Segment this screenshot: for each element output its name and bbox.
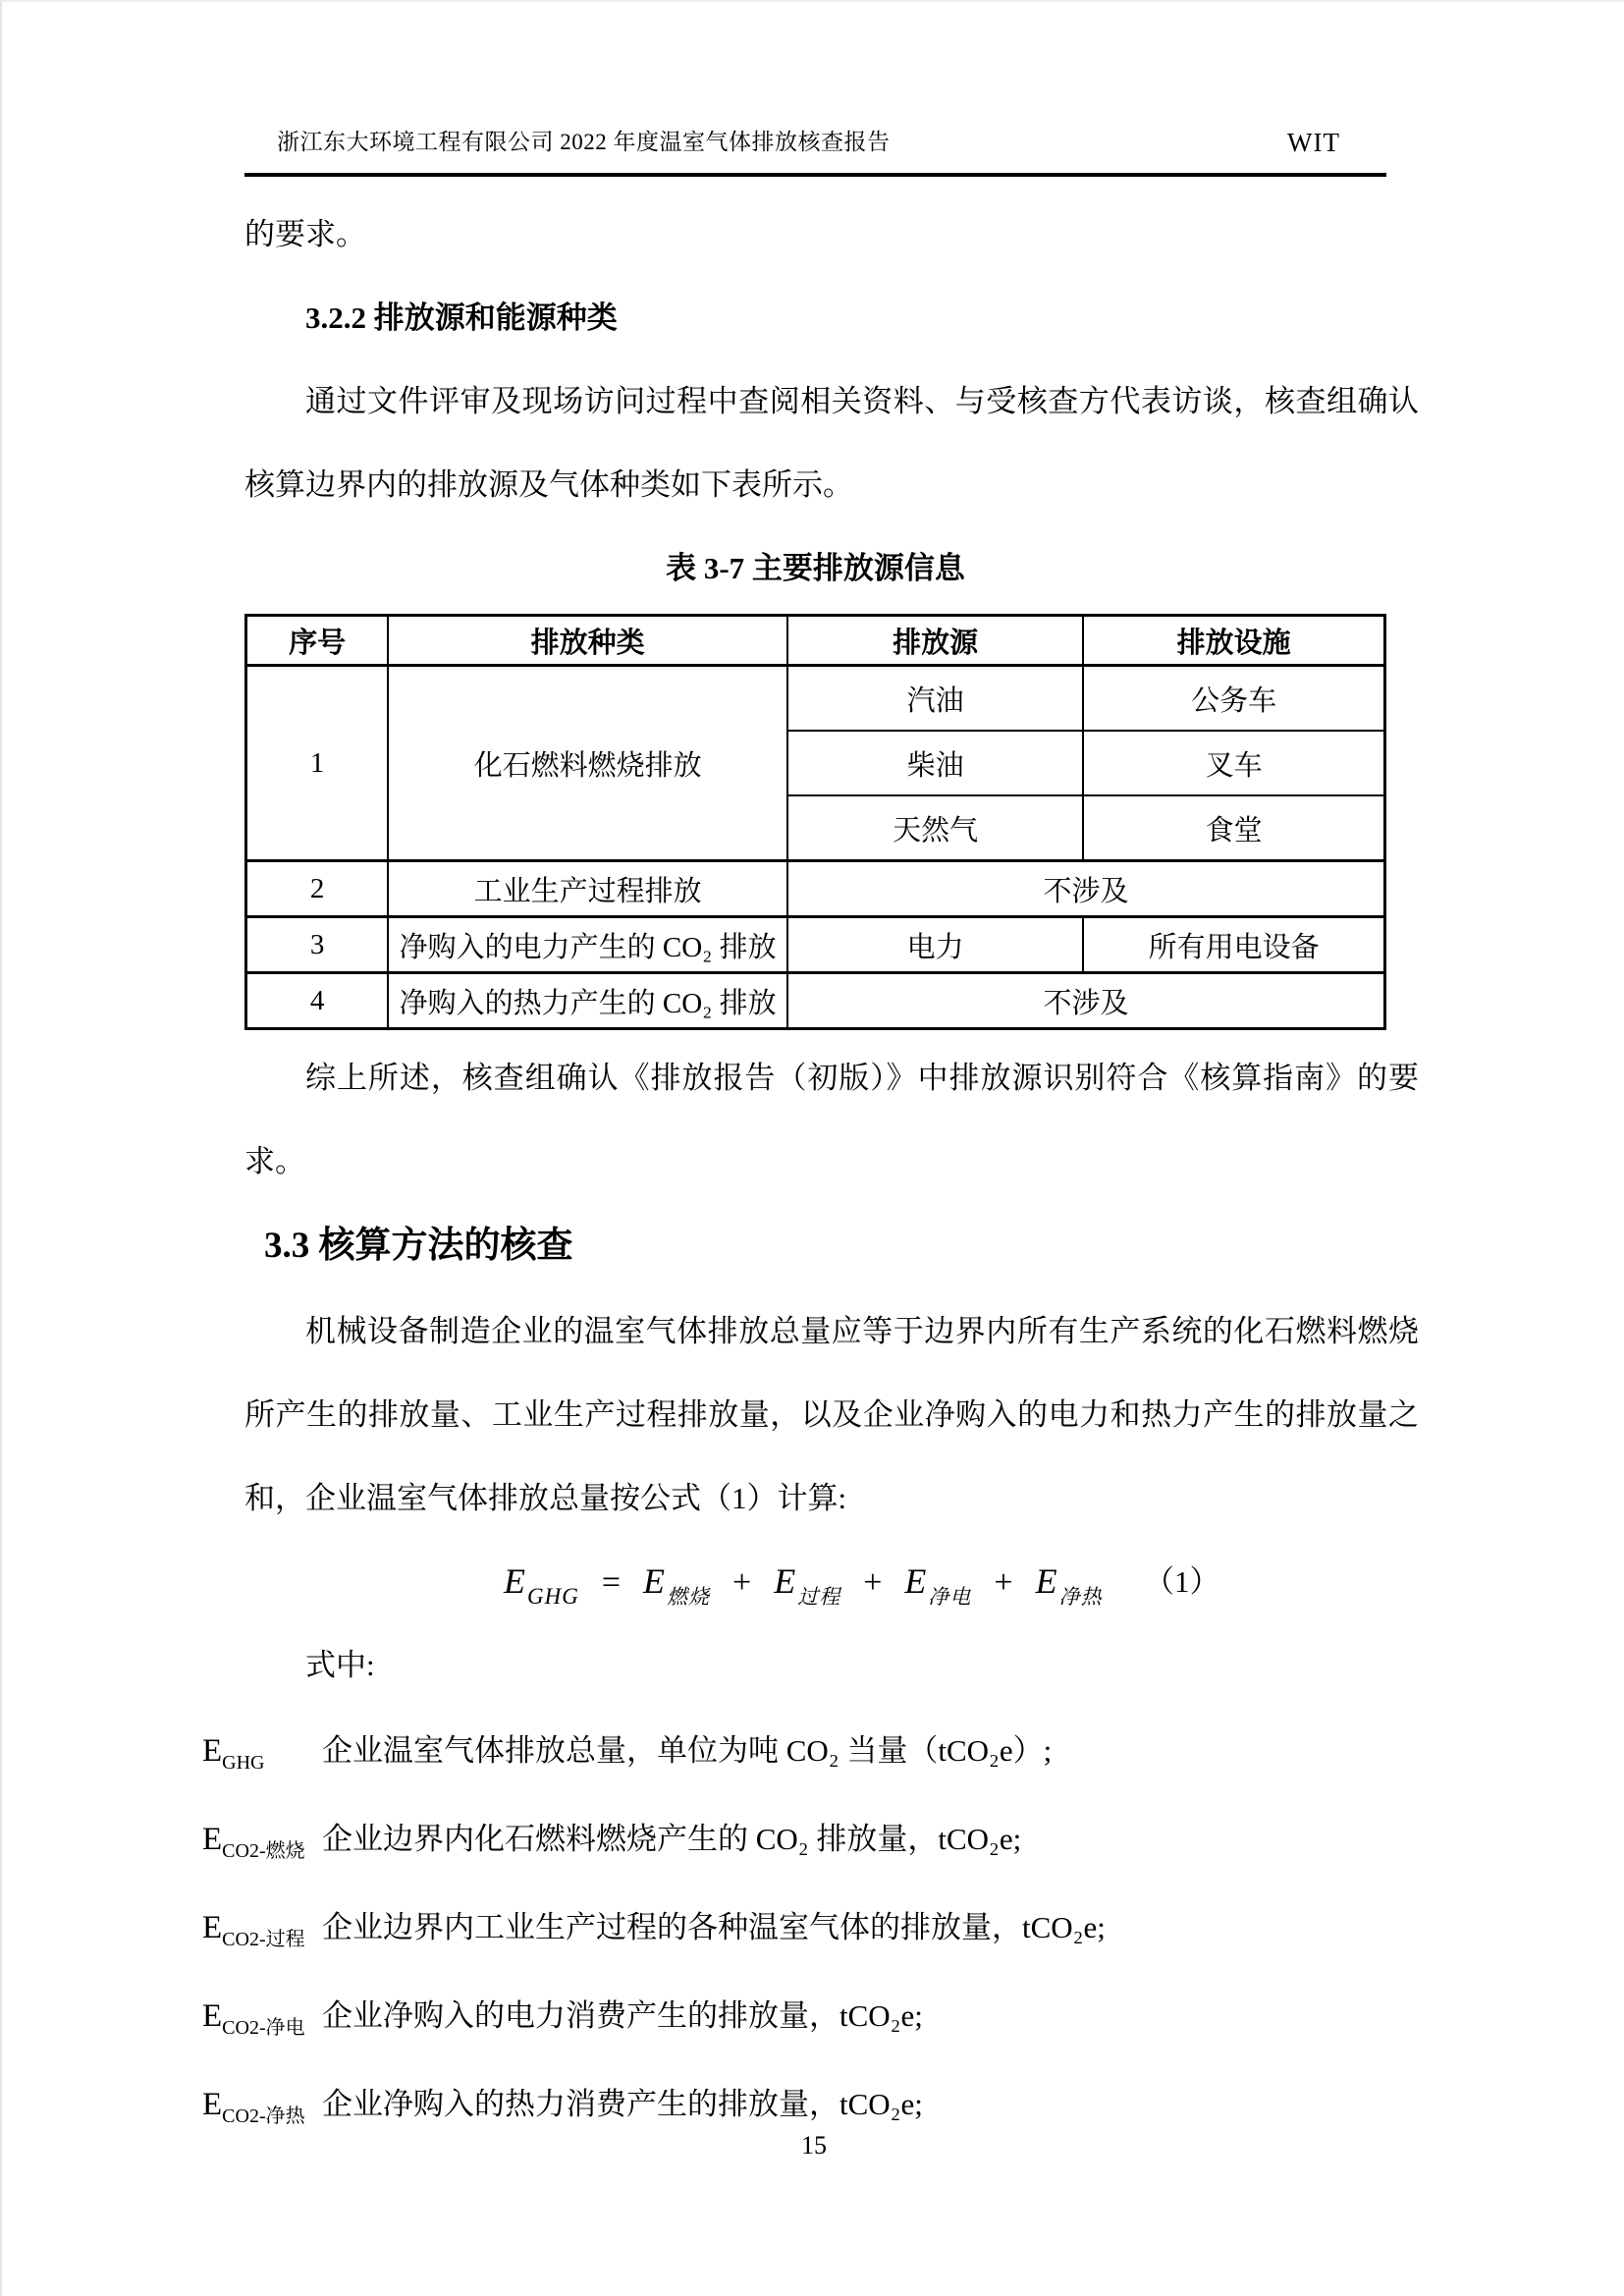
formula-lhs-base: E bbox=[504, 1561, 525, 1601]
emission-source-table bbox=[244, 614, 1386, 1030]
table-row-industrial-process bbox=[246, 861, 1385, 917]
symbol-term: $E_{CO2-净热}$ bbox=[202, 2087, 305, 2127]
symbol-description: 企业净购入的电力消费产生的排放量，tCO₂e; bbox=[322, 1998, 923, 2033]
cell-not-involved-1: 不涉及 bbox=[787, 861, 1384, 917]
col-header-emission-kind: 排放种类 bbox=[388, 616, 787, 666]
table-row-purchased-heat bbox=[246, 973, 1385, 1029]
cell-facility-canteen: 食堂 bbox=[1083, 795, 1384, 861]
symbol-definitions bbox=[202, 1713, 1419, 2155]
cell-source-diesel: 柴油 bbox=[787, 731, 1083, 795]
cell-facility-forklift: 叉车 bbox=[1083, 731, 1384, 795]
equals-sign: = bbox=[601, 1564, 622, 1601]
cell-seq-2: 2 bbox=[246, 861, 389, 917]
paragraph-3-3: 机械设备制造企业的温室气体排放总量应等于边界内所有生产系统的化石燃料燃烧所产生的排放量、工业生产过程排放量，以及企业净购入的电力和热力产生的排放量之和，企业温室气体排放总量按公式（1）计算: bbox=[244, 1314, 1419, 1515]
col-header-emission-source: 排放源 bbox=[787, 616, 1083, 666]
definition-row-eco2-combustion bbox=[202, 1801, 1419, 1889]
plus-sign: + bbox=[994, 1564, 1013, 1601]
definition-row-eghg bbox=[202, 1713, 1419, 1801]
cell-source-electricity: 电力 bbox=[787, 917, 1083, 973]
cell-kind-industrial-process: 工业生产过程排放 bbox=[388, 861, 787, 917]
symbol-term: $E_{CO2-净电}$ bbox=[202, 1998, 305, 2039]
definition-row-eco2-process bbox=[202, 1889, 1419, 1978]
cell-kind-fossil-fuel: 化石燃料燃烧排放 bbox=[388, 666, 787, 861]
formula-term-sub: 燃烧 bbox=[667, 1585, 711, 1609]
table-row-fossil-gasoline bbox=[246, 666, 1385, 732]
formula-term-base: E bbox=[643, 1561, 666, 1601]
table-header-row bbox=[246, 616, 1385, 666]
formula-1 bbox=[244, 1540, 1419, 1623]
table-caption: 表 3-7 主要排放源信息 bbox=[666, 551, 965, 585]
equation-number: （1） bbox=[1144, 1564, 1220, 1599]
where-label: 式中: bbox=[305, 1648, 375, 1682]
header-rule bbox=[244, 173, 1386, 177]
table-row-purchased-electricity bbox=[246, 917, 1385, 973]
report-title: 浙江东大环境工程有限公司 2022 年度温室气体排放核查报告 bbox=[277, 130, 891, 154]
page-number: 15 bbox=[801, 2131, 827, 2159]
formula-term-sub: 净电 bbox=[928, 1585, 972, 1609]
plus-sign: + bbox=[732, 1564, 752, 1601]
formula-term-base: E bbox=[1035, 1561, 1057, 1601]
section-heading-3-2-2: 3.2.2 排放源和能源种类 bbox=[305, 301, 618, 335]
col-header-seq: 序号 bbox=[246, 616, 389, 666]
formula-expression bbox=[504, 1561, 1103, 1609]
cell-seq-1: 1 bbox=[246, 666, 389, 861]
paragraph-summary: 综上所述，核查组确认《排放报告（初版）》中排放源识别符合《核算指南》的要求。 bbox=[244, 1061, 1419, 1178]
definition-row-eco2-net-electricity bbox=[202, 1978, 1419, 2066]
symbol-description: 企业边界内化石燃料燃烧产生的 CO₂ 排放量，tCO₂e; bbox=[322, 1822, 1022, 1856]
formula-term-base: E bbox=[774, 1561, 796, 1601]
symbol-description: 企业边界内工业生产过程的各种温室气体的排放量，tCO₂e; bbox=[322, 1910, 1106, 1944]
cell-facility-all-electric-equipment: 所有用电设备 bbox=[1083, 917, 1384, 973]
cell-kind-purchased-heat: 净购入的热力产生的 CO₂ 排放 bbox=[388, 973, 787, 1029]
header-logo-text: WIT bbox=[1287, 128, 1340, 157]
col-header-emission-facility: 排放设施 bbox=[1083, 616, 1384, 666]
paragraph-requirement-tail: 的要求。 bbox=[244, 217, 366, 251]
symbol-term: $E_{GHG}$ bbox=[202, 1733, 265, 1774]
page-header bbox=[244, 128, 1419, 157]
cell-source-natural-gas: 天然气 bbox=[787, 795, 1083, 861]
cell-seq-3: 3 bbox=[246, 917, 389, 973]
formula-lhs-sub: GHG bbox=[527, 1584, 579, 1609]
section-heading-3-3: 3.3 核算方法的核查 bbox=[264, 1226, 573, 1266]
formula-term-base: E bbox=[904, 1561, 927, 1601]
formula-term-sub: 过程 bbox=[797, 1585, 841, 1609]
symbol-term: $E_{CO2-燃烧}$ bbox=[202, 1822, 305, 1862]
symbol-description: 企业净购入的热力消费产生的排放量，tCO₂e; bbox=[322, 2087, 923, 2121]
cell-facility-official-car: 公务车 bbox=[1083, 666, 1384, 732]
symbol-term: $E_{CO2-过程}$ bbox=[202, 1910, 305, 1950]
plus-sign: + bbox=[863, 1564, 883, 1601]
formula-term-sub: 净热 bbox=[1058, 1585, 1103, 1609]
paragraph-3-2-2: 通过文件评审及现场访问过程中查阅相关资料、与受核查方代表访谈，核查组确认核算边界内的排放源及气体种类如下表所示。 bbox=[244, 384, 1419, 502]
cell-seq-4: 4 bbox=[246, 973, 389, 1029]
cell-source-gasoline: 汽油 bbox=[787, 666, 1083, 732]
cell-not-involved-2: 不涉及 bbox=[787, 973, 1384, 1029]
cell-kind-purchased-electricity: 净购入的电力产生的 CO₂ 排放 bbox=[388, 917, 787, 973]
symbol-description: 企业温室气体排放总量，单位为吨 CO₂ 当量（tCO₂e）; bbox=[322, 1733, 1053, 1768]
